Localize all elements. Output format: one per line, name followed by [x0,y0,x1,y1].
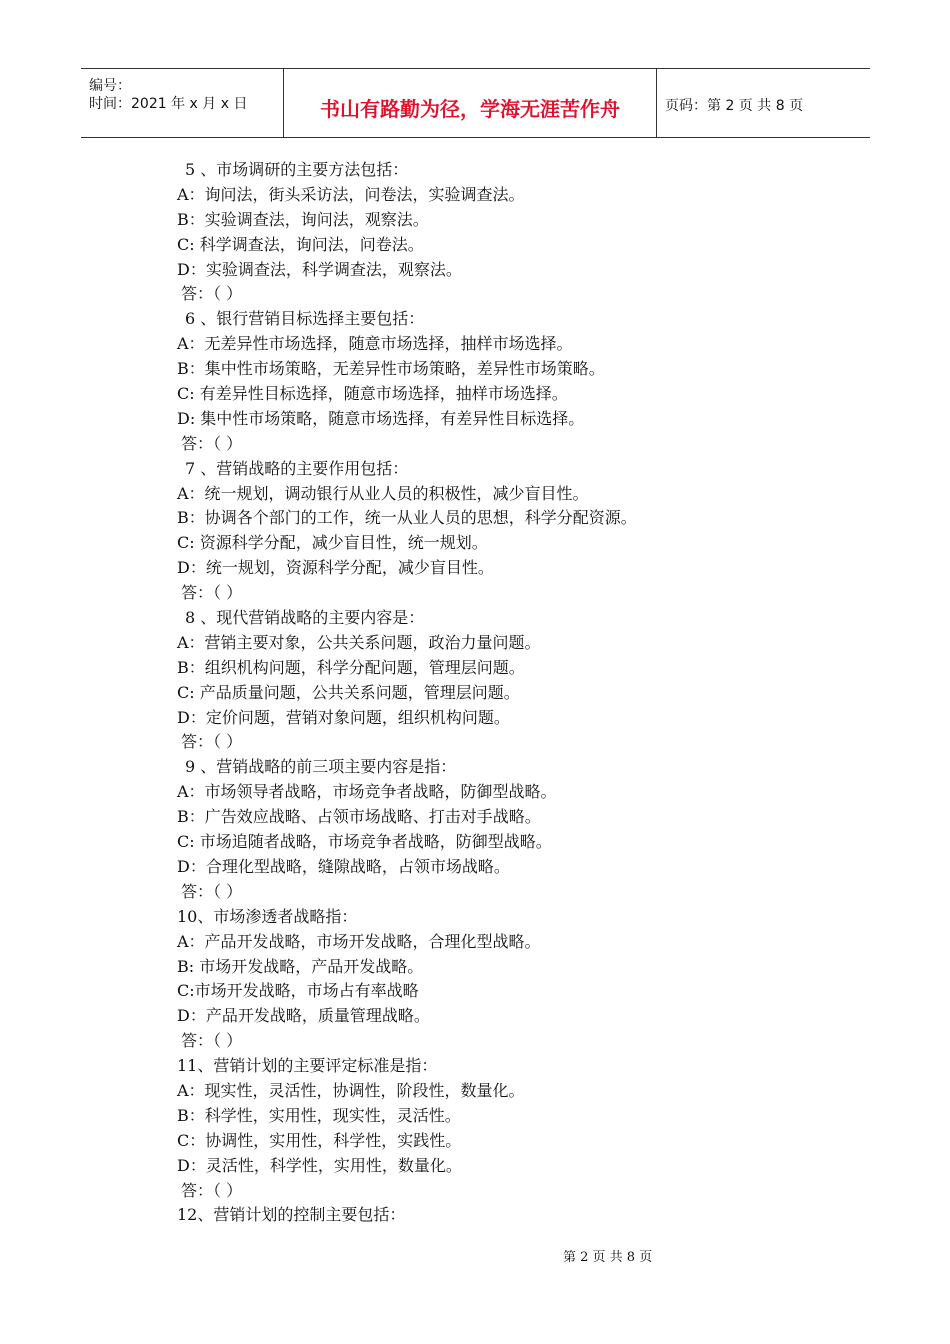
page-footer: 第 2 页 共 8 页 [563,1250,653,1265]
question-stem: 8 、现代营销战略的主要内容是： [185,608,425,628]
answer-blank: 答：（ ） [181,1180,243,1200]
option-line: D：合理化型战略，缝隙战略，占领市场战略。 [177,856,510,876]
option-line: B：集中性市场策略，无差异性市场策略，差异性市场策略。 [177,359,605,379]
document-number-label: 编号： [89,78,131,94]
option-line: C: 资源科学分配，减少盲目性，统一规划。 [177,533,488,553]
option-line: A：市场领导者战略，市场竞争者战略，防御型战略。 [177,782,557,802]
option-line: 10、市场渗透者战略指： [177,906,358,926]
answer-blank: 答：（ ） [181,583,243,603]
option-line: B：组织机构问题，科学分配问题，管理层问题。 [177,657,525,677]
option-line: B: 市场开发战略，产品开发战略。 [177,956,424,976]
option-line: A：营销主要对象，公共关系问题，政治力量问题。 [177,632,541,652]
option-line: C: 有差异性目标选择，随意市场选择，抽样市场选择。 [177,384,568,404]
option-line: D：灵活性，科学性，实用性，数量化。 [177,1155,462,1175]
header-info-cell [81,69,284,137]
option-line: D：产品开发战略，质量管理战略。 [177,1006,430,1026]
document-date: 时间：2021 年 x 月 x 日 [89,96,248,112]
answer-blank: 答：（ ） [181,881,243,901]
answer-blank: 答：（ ） [181,1031,243,1051]
question-body [177,158,797,1228]
option-line: B：广告效应战略、占领市场战略、打击对手战略。 [177,807,541,827]
question-stem: 9 、营销战略的前三项主要内容是指： [185,757,457,777]
question-stem: 5 、市场调研的主要方法包括： [185,160,409,179]
answer-blank: 答：（ ） [181,433,243,453]
option-line: A：无差异性市场选择，随意市场选择，抽样市场选择。 [177,334,573,354]
question-stem: 6 、银行营销目标选择主要包括： [185,309,425,329]
option-line: A：产品开发战略，市场开发战略，合理化型战略。 [177,931,541,951]
option-line: A：询问法，街头采访法，问卷法，实验调查法。 [177,184,525,204]
option-line: D：统一规划，资源科学分配，减少盲目性。 [177,558,494,578]
option-line: C: 市场追随者战略，市场竞争者战略，防御型战略。 [177,832,552,852]
option-line: A：现实性，灵活性，协调性，阶段性，数量化。 [177,1080,525,1100]
header-motto-cell [284,69,657,137]
option-line: C:市场开发战略，市场占有率战略 [177,981,419,1001]
option-line: C: 科学调查法，询问法，问卷法。 [177,234,424,254]
question-stem: 7 、营销战略的主要作用包括： [185,458,409,478]
answer-blank: 答：（ ） [181,284,243,304]
page-header [81,68,870,138]
option-line: D：实验调查法，科学调查法，观察法。 [177,259,462,279]
option-line: B：协调各个部门的工作，统一从业人员的思想，科学分配资源。 [177,508,637,528]
option-line: C：协调性，实用性，科学性，实践性。 [177,1130,462,1150]
header-page-cell [657,69,870,137]
motto-text: 书山有路勤为径，学海无涯苦作舟 [320,97,620,121]
option-line: 12、营销计划的控制主要包括： [177,1205,406,1225]
option-line: D：定价问题，营销对象问题，组织机构问题。 [177,707,510,727]
option-line: D: 集中性市场策略，随意市场选择，有差异性目标选择。 [177,408,585,428]
option-line: B：科学性，实用性，现实性，灵活性。 [177,1105,461,1125]
option-line: A：统一规划，调动银行从业人员的积极性，减少盲目性。 [177,483,589,503]
page-number-info: 页码：第 2 页 共 8 页 [665,98,804,114]
option-line: C: 产品质量问题，公共关系问题，管理层问题。 [177,682,520,702]
answer-blank: 答：（ ） [181,732,243,752]
option-line: 11、营销计划的主要评定标准是指： [177,1056,438,1076]
option-line: B：实验调查法，询问法，观察法。 [177,209,429,229]
